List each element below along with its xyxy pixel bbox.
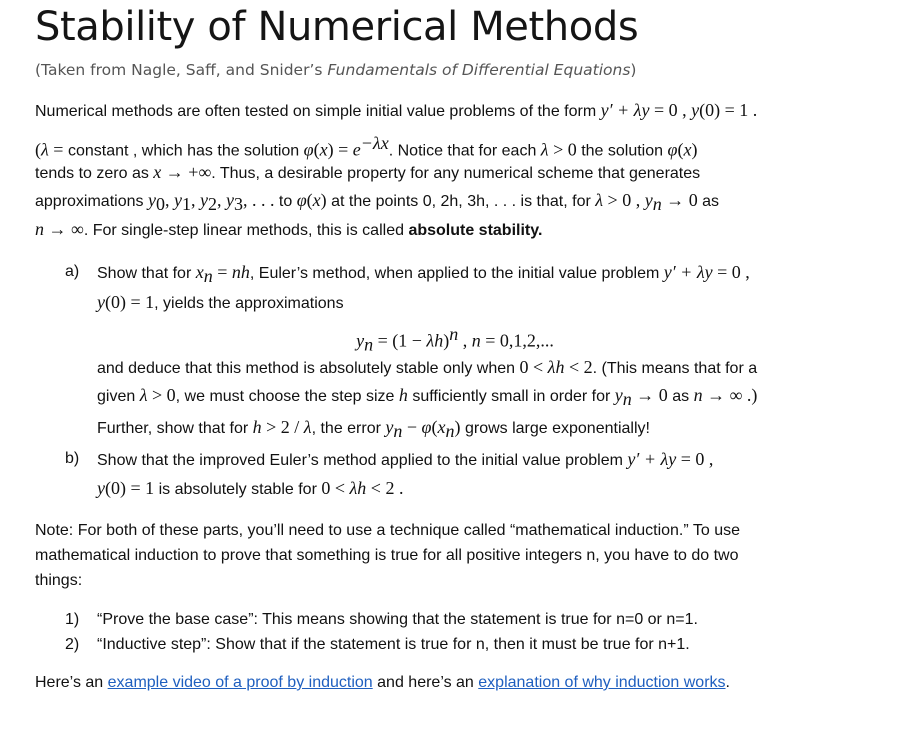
intro-line-5: n → ∞. For single-step linear methods, this is called absolute stability. xyxy=(35,219,543,239)
page-title: Stability of Numerical Methods xyxy=(35,4,639,50)
intro-line-1: Numerical methods are often tested on simple initial value problems of the form y′ + λy = 0 , y(0) = 1 . xyxy=(35,100,758,120)
induction-explanation-link[interactable]: explanation of why induction works xyxy=(478,674,726,691)
part-a-line-2: y(0) = 1, yields the approximations xyxy=(97,292,344,312)
footer-line: Here’s an example video of a proof by induction and here’s an explanation of why induction works. xyxy=(35,674,730,691)
part-b-line-1: Show that the improved Euler’s method applied to the initial value problem y′ + λy = 0 , xyxy=(97,449,714,469)
example-video-link[interactable]: example video of a proof by induction xyxy=(107,674,373,691)
part-b-line-2: y(0) = 1 is absolutely stable for 0 < λh < 2 . xyxy=(97,478,404,498)
part-a-line-1: Show that for $x_n$ = nh, Euler’s method, when applied to the initial value problem y′ + λy = 0 , xyxy=(97,262,750,287)
intro-line-3: tends to zero as x → +∞. Thus, a desirable property for any numerical scheme that generates xyxy=(35,162,701,182)
note-line-1: Note: For both of these parts, you’ll need to use a technique called “mathematical induction.” To use xyxy=(35,522,740,539)
list-item-1-number: 1) xyxy=(65,611,80,628)
part-b-label: b) xyxy=(65,450,80,467)
part-a-line-5: given λ > 0, we must choose the step size h sufficiently small in order for $y_n \to 0$ as n → ∞ .) xyxy=(97,385,758,410)
intro-line-4: approximations $y_0$, $y_1$, $y_2$, $y_3$, . . . to φ(x) at the points 0, 2h, 3h, . . . is that, for λ > 0 , $y_n \to 0$ as xyxy=(35,190,720,215)
list-item-2-number: 2) xyxy=(65,636,80,653)
note-line-2: mathematical induction to prove that something is true for all positive integers n, you have to do two xyxy=(35,547,739,564)
subtitle: (Taken from Nagle, Saff, and Snider’s Fundamentals of Differential Equations) xyxy=(35,61,637,79)
euler-formula: $y_n = (1 - \lambda h)^n$ , n = 0,1,2,... xyxy=(356,324,554,355)
part-a-line-4: and deduce that this method is absolutely stable only when 0 < λh < 2. (This means that for a xyxy=(97,357,758,377)
part-a-label: a) xyxy=(65,263,80,280)
list-item-1: “Prove the base case”: This means showing that the statement is true for n=0 or n=1. xyxy=(97,611,698,628)
note-line-3: things: xyxy=(35,572,83,589)
list-item-2: “Inductive step”: Show that if the statement is true for n, then it must be true for n+1. xyxy=(97,636,690,653)
intro-line-2: (λ = constant , which has the solution $\varphi(x) = e^{-\lambda x}$. Notice that for each λ > 0 the solution φ(x) xyxy=(35,133,698,160)
part-a-line-6: Further, show that for h > 2 / λ, the error $y_n - \varphi(x_n)$ grows large exponentially! xyxy=(97,417,650,442)
